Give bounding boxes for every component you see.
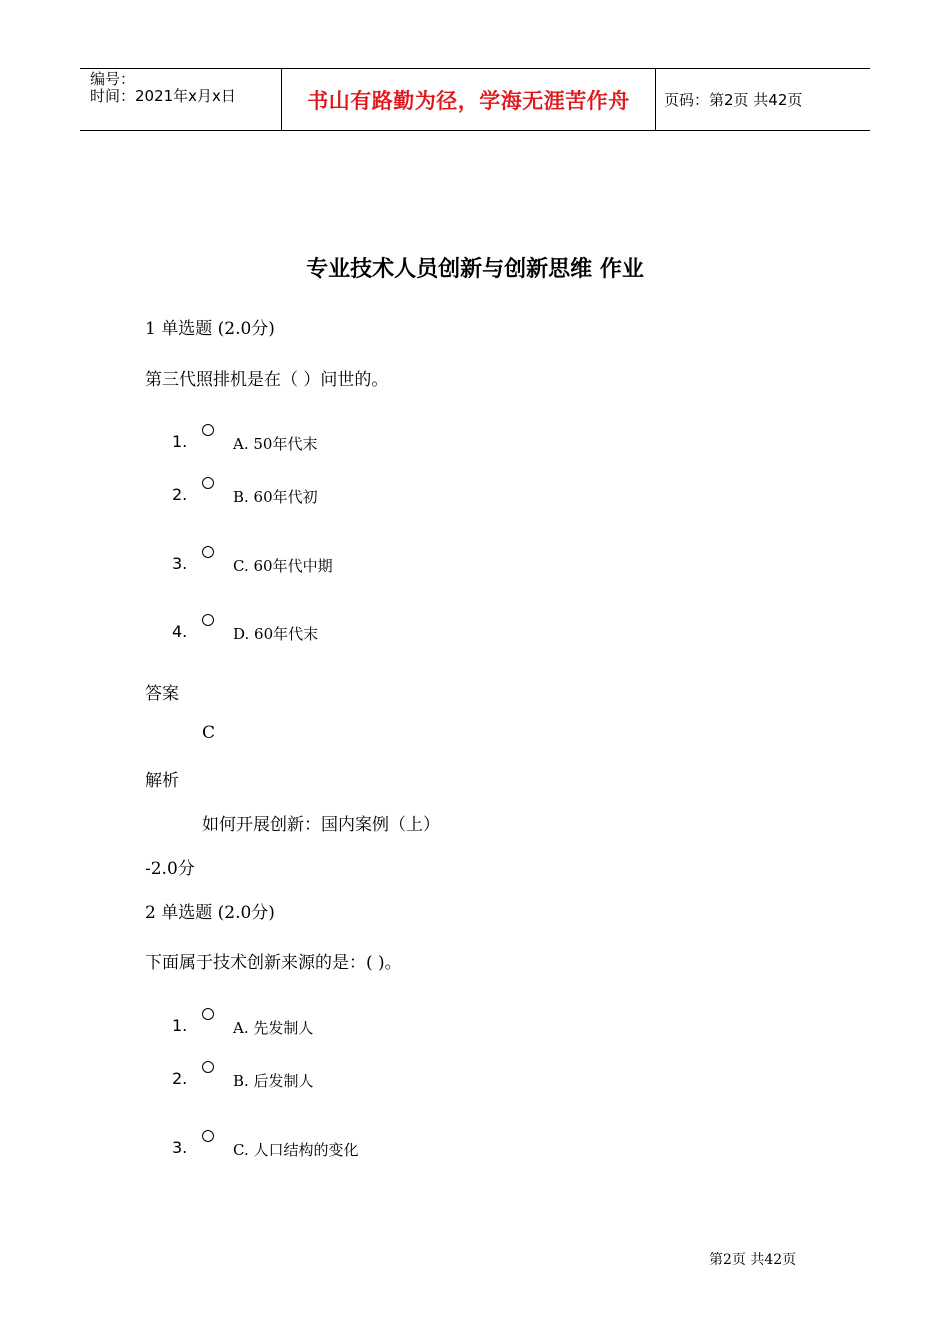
- radio-button[interactable]: [202, 1061, 214, 1073]
- date-line: 时间：2021年x月x日: [90, 87, 236, 105]
- radio-button[interactable]: [202, 1008, 214, 1020]
- question-stem: 第三代照排机是在（ ）问世的。: [145, 370, 389, 390]
- option-label: A. 50年代末: [233, 435, 318, 453]
- document-title: 专业技术人员创新与创新思维 作业: [306, 257, 644, 282]
- page-header: [80, 68, 870, 131]
- answer-label: 答案: [145, 684, 179, 704]
- header-page-info: 页码：第2页 共42页: [664, 91, 803, 109]
- option-label: B. 60年代初: [233, 488, 318, 506]
- option-number: 1.: [172, 1016, 188, 1035]
- page-footer: 第2页 共42页: [709, 1252, 797, 1268]
- option-number: 2.: [172, 485, 188, 504]
- option-label: D. 60年代末: [233, 625, 319, 643]
- analysis-label: 解析: [145, 771, 179, 791]
- radio-button[interactable]: [202, 477, 214, 489]
- option-number: 3.: [172, 1138, 188, 1157]
- number-label: 编号：: [90, 70, 136, 88]
- radio-button[interactable]: [202, 424, 214, 436]
- option-label: C. 人口结构的变化: [233, 1141, 359, 1159]
- radio-button[interactable]: [202, 1130, 214, 1142]
- analysis-text: 如何开展创新：国内案例（上）: [202, 815, 440, 835]
- option-number: 2.: [172, 1069, 188, 1088]
- question-heading: 2 单选题 (2.0分): [145, 903, 275, 923]
- option-number: 3.: [172, 554, 188, 573]
- option-label: C. 60年代中期: [233, 557, 333, 575]
- question-stem: 下面属于技术创新来源的是：( )。: [145, 953, 402, 973]
- score-text: -2.0分: [145, 859, 195, 879]
- option-label: A. 先发制人: [233, 1019, 314, 1037]
- header-meta: [80, 69, 281, 130]
- answer-value: C: [202, 723, 216, 743]
- option-number: 4.: [172, 622, 188, 641]
- radio-button[interactable]: [202, 614, 214, 626]
- option-number: 1.: [172, 432, 188, 451]
- option-label: B. 后发制人: [233, 1072, 314, 1090]
- header-motto: 书山有路勤为径，学海无涯苦作舟: [281, 69, 656, 130]
- radio-button[interactable]: [202, 546, 214, 558]
- question-heading: 1 单选题 (2.0分): [145, 319, 275, 339]
